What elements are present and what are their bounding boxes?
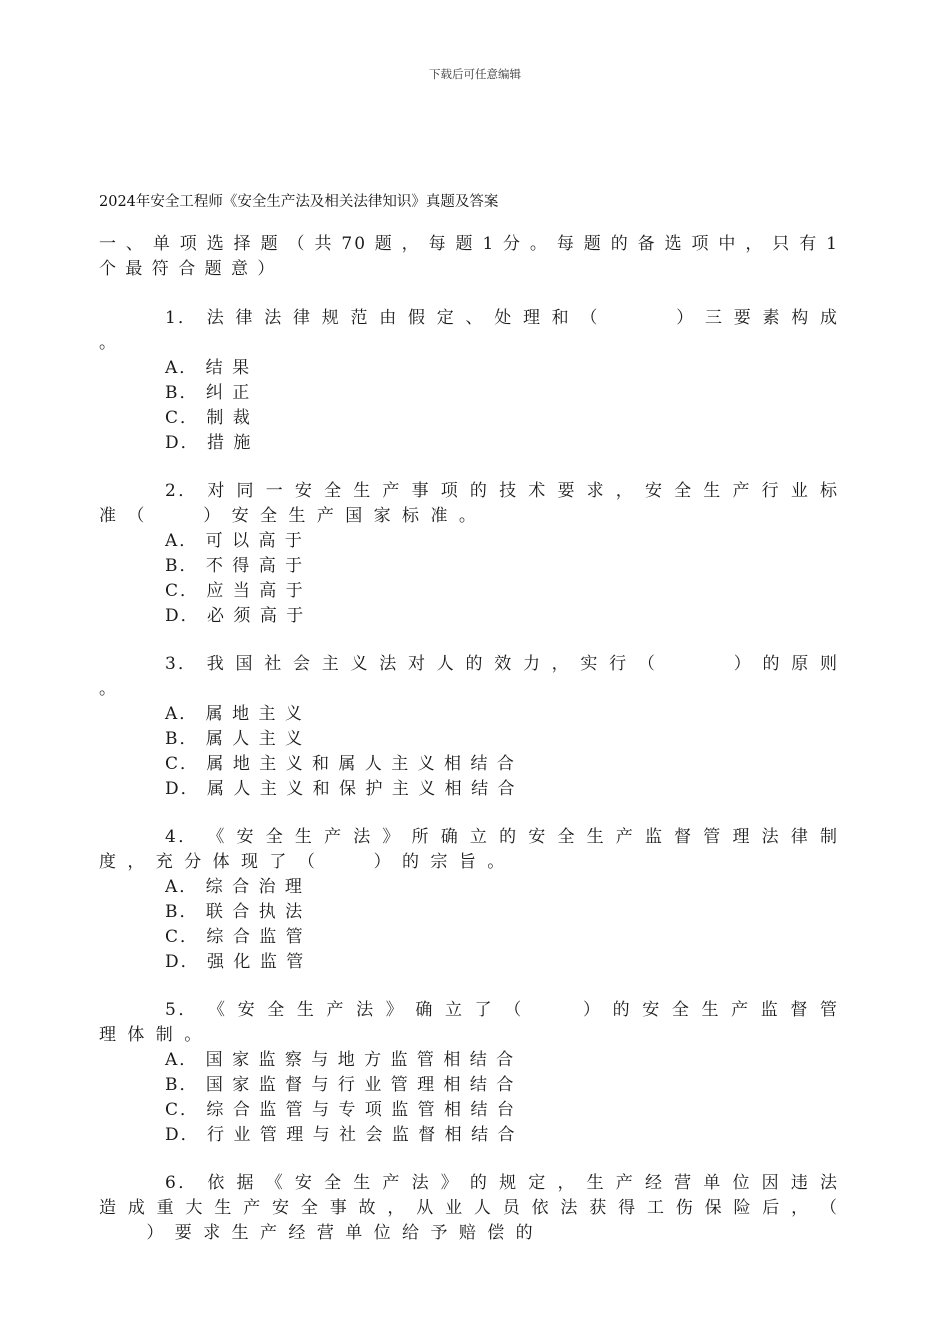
option-c: C． 属 地 主 义 和 属 人 主 义 相 结 合 [165,754,516,774]
option-a: A． 结 果 [165,358,252,378]
option-b: B． 国 家 监 督 与 行 业 管 理 相 结 合 [165,1075,516,1095]
document-title: 2024年安全工程师《安全生产法及相关法律知识》真题及答案 [99,194,499,210]
option-b: B． 属 人 主 义 [165,729,305,749]
section-heading: 一 、 单 项 选 择 题 （ 共 70 题 ， 每 题 1 分 。 每 题 的 备 选 项 中 ， 只 有 1 个 最 符 合 题 意 ） [99,234,839,279]
question-stem: 4． 《 安 全 生 产 法 》 所 确 立 的 安 全 生 产 监 督 管 理 法 律 制 度 ， 充 分 体 现 了 （ ） 的 宗 旨 。 [99,827,839,872]
question-stem: 1． 法 律 法 律 规 范 由 假 定 、 处 理 和 （ ） 三 要 素 构 成 。 [99,308,839,353]
option-d: D． 必 须 高 于 [165,606,306,626]
option-c: C． 综 合 监 管 [165,927,305,947]
option-c: C． 制 裁 [165,408,252,428]
option-a: A． 可 以 高 于 [165,531,304,551]
question-3 [99,652,839,802]
option-c: C． 应 当 高 于 [165,581,305,601]
option-c: C． 综 合 监 管 与 专 项 监 管 相 结 台 [165,1100,516,1120]
document-body [99,232,839,1269]
option-b: B． 联 合 执 法 [165,902,305,922]
option-b: B． 纠 正 [165,383,252,403]
option-a: A． 国 家 监 察 与 地 方 监 管 相 结 合 [165,1050,516,1070]
option-b: B． 不 得 高 于 [165,556,305,576]
question-4 [99,825,839,975]
question-stem: 2． 对 同 一 安 全 生 产 事 项 的 技 术 要 求 ， 安 全 生 产 行 业 标 准 （ ） 安 全 生 产 国 家 标 准 。 [99,481,839,526]
question-stem: 5． 《 安 全 生 产 法 》 确 立 了 （ ） 的 安 全 生 产 监 督 管 理 体 制 。 [99,1000,839,1045]
question-6 [99,1171,839,1246]
question-5 [99,998,839,1148]
question-stem: 3． 我 国 社 会 主 义 法 对 人 的 效 力 ， 实 行 （ ） 的 原 则 。 [99,654,839,699]
option-a: A． 属 地 主 义 [165,704,304,724]
option-d: D． 行 业 管 理 与 社 会 监 督 相 结 合 [165,1125,517,1145]
question-1 [99,306,839,456]
option-a: A． 综 合 治 理 [165,877,304,897]
header-note: 下载后可任意编辑 [429,67,521,81]
option-d: D． 强 化 监 管 [165,952,306,972]
option-d: D． 措 施 [165,433,253,453]
option-d: D． 属 人 主 义 和 保 护 主 义 相 结 合 [165,779,517,799]
question-2 [99,479,839,629]
question-stem: 6． 依 据 《 安 全 生 产 法 》 的 规 定 ， 生 产 经 营 单 位 因 违 法 造 成 重 大 生 产 安 全 事 故 ， 从 业 人 员 依 法 获 得 工 伤 保 险 后 ， （ ） 要 求 生 产 经 营 单 位 给 予 赔 偿 的 [99,1173,839,1243]
